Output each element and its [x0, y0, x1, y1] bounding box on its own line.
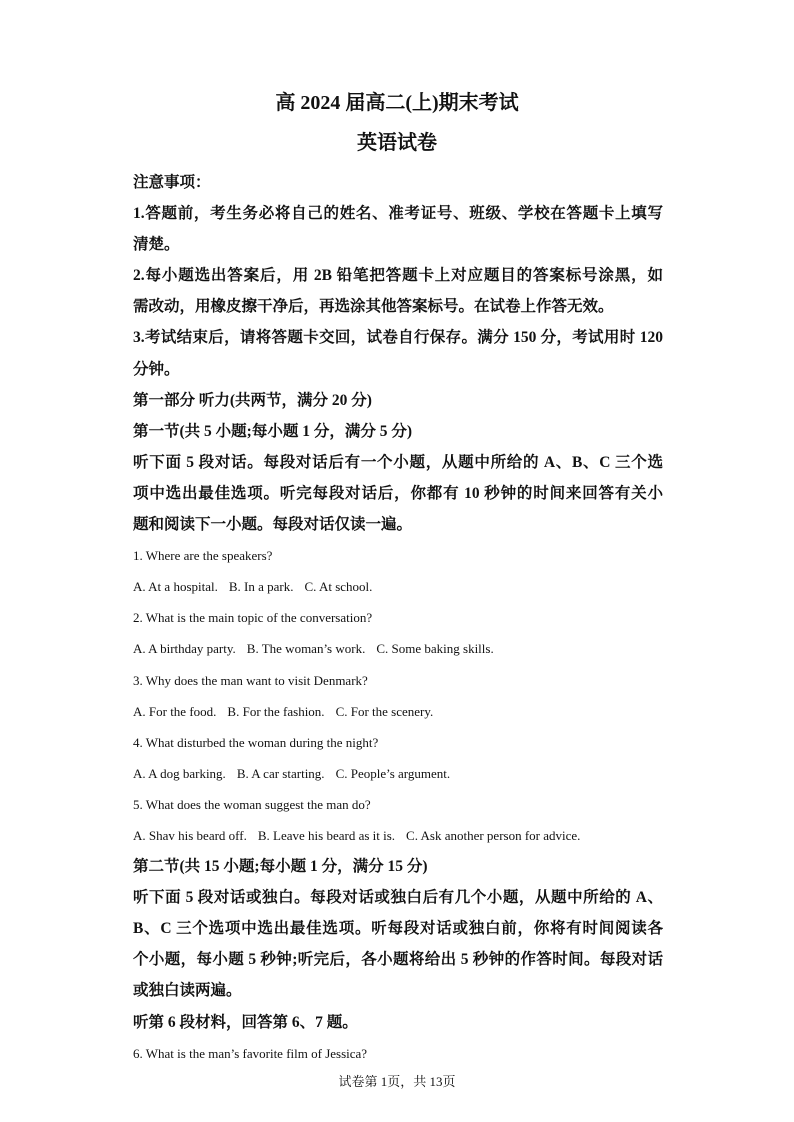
option-a: A. At a hospital.	[133, 579, 218, 595]
option-c: C. People’s argument.	[335, 765, 451, 781]
section2-instruction-line: 个小题，每小题 5 秒钟;听完后，各小题将给出 5 秒钟的作答时间。每段对话	[133, 951, 663, 969]
part1-heading: 第一部分 听力(共两节，满分 20 分)	[133, 391, 372, 409]
notice-item-1-line-1: 1.答题前，考生务必将自己的姓名、准考证号、班级、学校在答题卡上填写	[133, 205, 663, 223]
exam-subject: 英语试卷	[357, 132, 437, 154]
question-5-stem: 5. What does the woman suggest the man do?	[133, 796, 371, 812]
question-6-stem: 6. What is the man’s favorite film of Jessica?	[133, 1045, 368, 1061]
notice-heading: 注意事项：	[133, 174, 211, 191]
section1-instruction-line: 听下面 5 段对话。每段对话后有一个小题，从题中所给的 A、B、C 三个选	[133, 453, 663, 471]
page-footer: 试卷第 1页，共 13页	[338, 1074, 456, 1089]
option-b: B. A car starting.	[236, 765, 325, 781]
question-5-options	[133, 820, 663, 851]
option-c: C. At school.	[304, 579, 373, 595]
question-2-stem: 2. What is the main topic of the conversation?	[133, 610, 373, 626]
option-c: C. Some baking skills.	[376, 641, 494, 657]
section2-instruction-line: 或独白读两遍。	[133, 982, 242, 1000]
option-b: B. Leave his beard as it is.	[257, 827, 396, 843]
option-b: B. In a park.	[228, 579, 294, 595]
exam-body	[133, 167, 663, 1069]
question-2-options	[133, 633, 663, 664]
option-a: A. A dog barking.	[133, 765, 226, 781]
section2-heading: 第二节(共 15 小题;每小题 1 分，满分 15 分)	[133, 858, 428, 876]
section1-instruction-line: 题和阅读下一小题。每段对话仅读一遍。	[133, 516, 413, 534]
section1-instruction-line: 项中选出最佳选项。听完每段对话后，你都有 10 秒钟的时间来回答有关小	[133, 484, 663, 502]
section2-instruction-line: 听下面 5 段对话或独白。每段对话或独白后有几个小题，从题中所给的 A、	[133, 889, 663, 907]
question-3-options	[133, 696, 663, 727]
question-4-options	[133, 758, 663, 789]
notice-item-2-line-1: 2.每小题选出答案后，用 2B 铅笔把答题卡上对应题目的答案标号涂黑，如	[133, 267, 663, 285]
question-1-options	[133, 571, 663, 602]
option-b: B. For the fashion.	[227, 703, 325, 719]
option-c: C. Ask another person for advice.	[406, 827, 581, 843]
notice-item-3-line-2: 分钟。	[133, 360, 180, 378]
notice-item-3-line-1: 3.考试结束后，请将答题卡交回，试卷自行保存。满分 150 分，考试用时 120	[133, 329, 663, 347]
notice-item-1-line-2: 清楚。	[133, 236, 180, 254]
option-a: A. Shav his beard off.	[133, 827, 247, 843]
section2-instruction-line: B、C 三个选项中选出最佳选项。听每段对话或独白前，你将有时间阅读各	[133, 920, 663, 938]
notice-item-2-line-2: 需改动，用橡皮擦干净后，再选涂其他答案标号。在试卷上作答无效。	[133, 298, 614, 316]
option-a: A. For the food.	[133, 703, 217, 719]
question-3-stem: 3. Why does the man want to visit Denmark?	[133, 672, 368, 688]
option-b: B. The woman’s work.	[246, 641, 366, 657]
section1-heading: 第一节(共 5 小题;每小题 1 分，满分 5 分)	[133, 422, 412, 440]
option-c: C. For the scenery.	[335, 703, 434, 719]
question-1-stem: 1. Where are the speakers?	[133, 548, 273, 564]
exam-title: 高 2024 届高二(上)期末考试	[275, 92, 519, 114]
question-4-stem: 4. What disturbed the woman during the night?	[133, 734, 379, 750]
option-a: A. A birthday party.	[133, 641, 236, 657]
material-note: 听第 6 段材料，回答第 6、7 题。	[133, 1013, 358, 1031]
